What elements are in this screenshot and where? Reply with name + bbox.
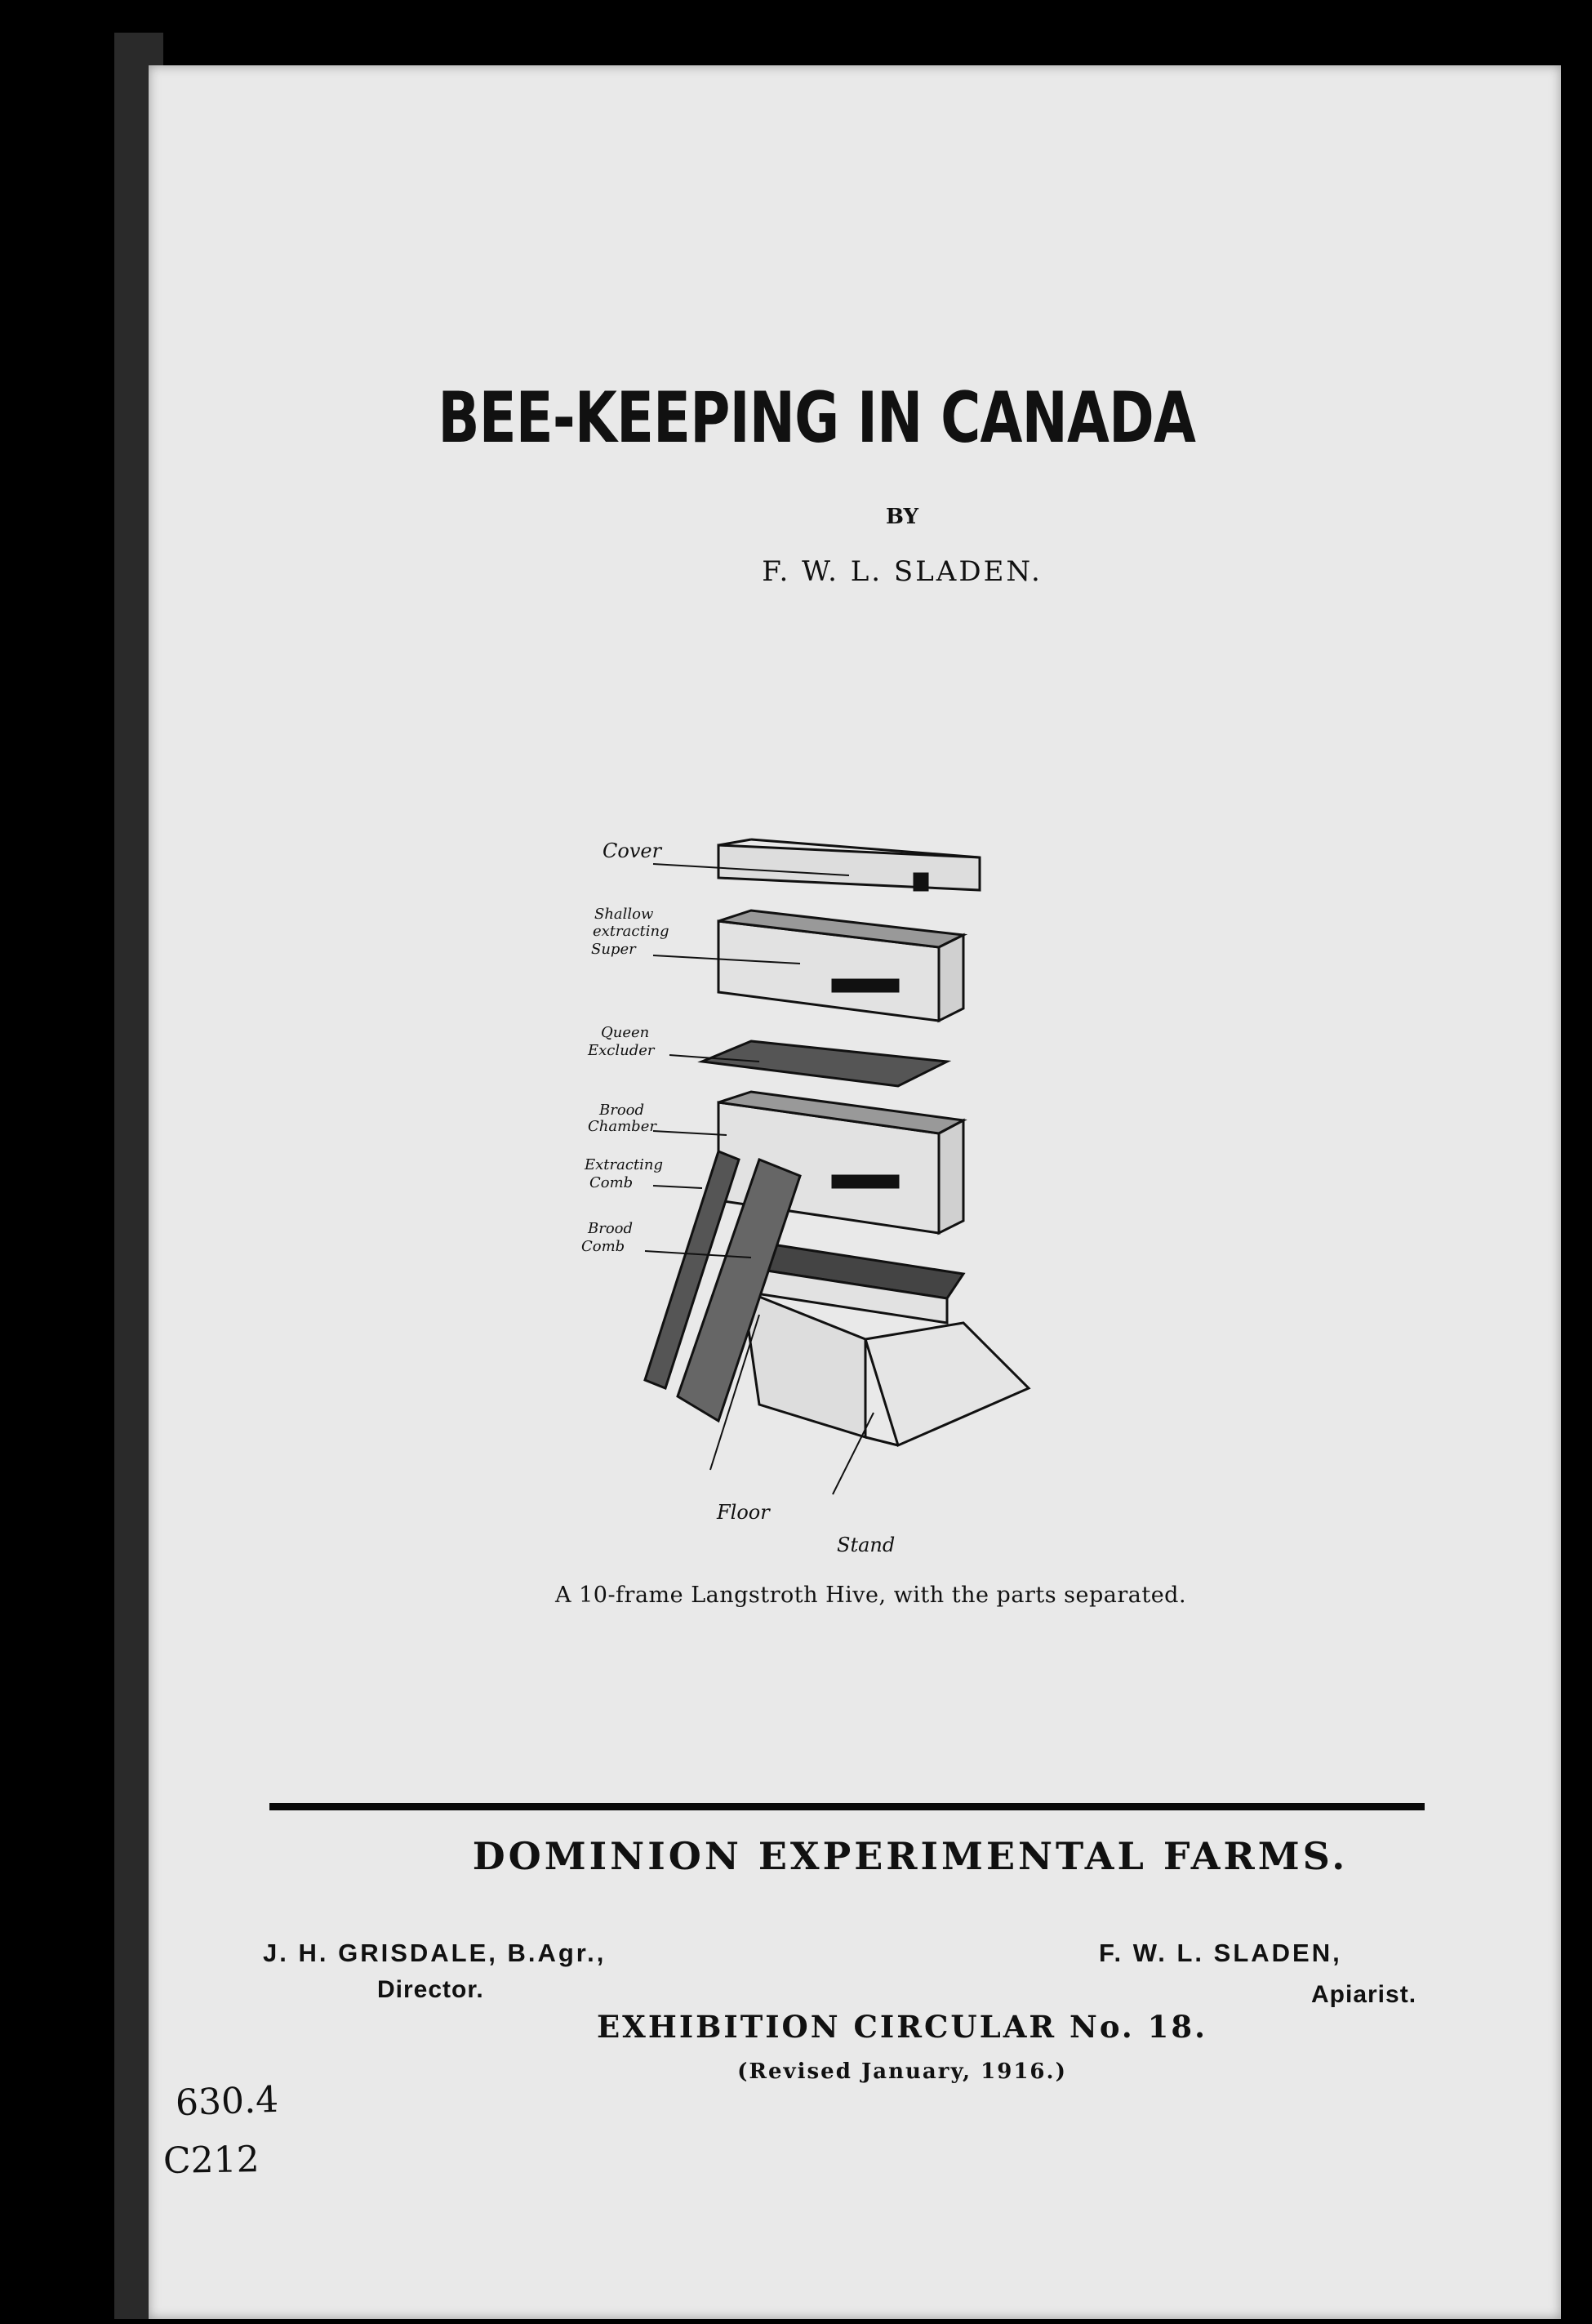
hive-queen-excluder bbox=[702, 1041, 947, 1086]
label-shallow-1: Shallow bbox=[594, 906, 654, 923]
author-name: F. W. L. SLADEN. bbox=[762, 555, 1043, 588]
organization-name: DOMINION EXPERIMENTAL FARMS. bbox=[472, 1834, 1349, 1878]
director-name: J. H. GRISDALE, B.Agr., bbox=[263, 1939, 607, 1967]
label-brood-chamber-1: Brood bbox=[599, 1102, 645, 1119]
label-stand: Stand bbox=[837, 1534, 896, 1556]
circular-number: EXHIBITION CIRCULAR No. 18. bbox=[596, 2009, 1208, 2045]
apiarist-name: F. W. L. SLADEN, bbox=[1099, 1939, 1342, 1967]
label-cover: Cover bbox=[603, 839, 662, 862]
byline: BY bbox=[885, 505, 919, 529]
label-extracting-2: Comb bbox=[589, 1174, 634, 1191]
hive-shallow-super bbox=[718, 910, 963, 1021]
call-number-line-2: C212 bbox=[162, 2138, 260, 2183]
hive-illustration bbox=[555, 817, 1176, 1568]
label-floor: Floor bbox=[717, 1501, 770, 1524]
revision-date: (Revised January, 1916.) bbox=[737, 2059, 1067, 2084]
label-queen-1: Queen bbox=[601, 1024, 650, 1041]
apiarist-role: Apiarist. bbox=[1311, 1981, 1417, 2008]
document-title: BEE-KEEPING IN CANADA bbox=[438, 377, 1196, 459]
label-shallow-2: extracting bbox=[593, 923, 669, 940]
divider-rule bbox=[269, 1803, 1425, 1810]
label-brood-comb-2: Comb bbox=[581, 1238, 625, 1255]
label-extracting-1: Extracting bbox=[585, 1156, 664, 1173]
label-queen-2: Excluder bbox=[588, 1042, 655, 1059]
label-shallow-3: Super bbox=[591, 941, 636, 958]
label-brood-comb-1: Brood bbox=[588, 1220, 634, 1237]
director-role: Director. bbox=[377, 1976, 484, 2003]
figure-caption: A 10-frame Langstroth Hive, with the parts separated. bbox=[555, 1583, 1187, 1608]
label-brood-chamber-2: Chamber bbox=[588, 1118, 656, 1135]
call-number-line-1: 630.4 bbox=[175, 2078, 279, 2125]
hive-cover bbox=[718, 839, 980, 890]
